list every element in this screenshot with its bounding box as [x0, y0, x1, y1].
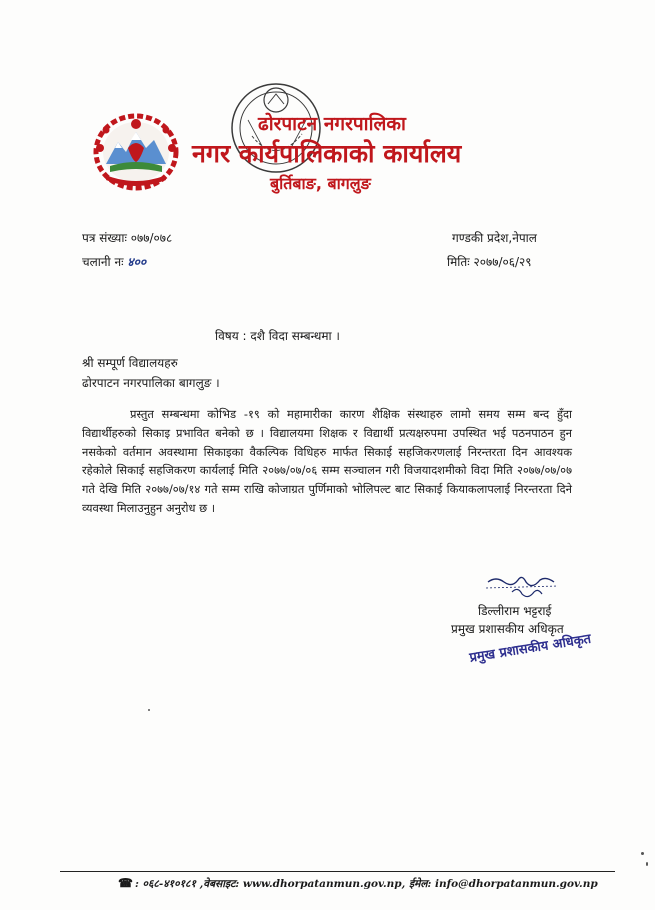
letter-date	[447, 253, 532, 270]
scan-speck	[641, 852, 644, 855]
recipient-line-2: ढोरपाटन नगरपालिका बागलुङ ।	[82, 376, 220, 390]
footer-contact-text: : ०६८-४१०१८१ ,वेबसाइट: www.dhorpatanmun.gov.np, ईमेल: info@dhorpatanmun.gov.np	[134, 878, 598, 890]
municipality-name: ढोरपाटन नगरपालिका	[258, 113, 406, 135]
footer-contact	[118, 876, 598, 891]
letter-number-label: पत्र संख्याः	[82, 231, 127, 245]
letter-number	[82, 229, 172, 246]
dispatch-number-value: ४००	[127, 255, 147, 269]
dispatch-number-label: चलानी नः	[82, 255, 124, 269]
date-label: मितिः	[447, 255, 470, 269]
province-label: गण्डकी प्रदेश,नेपाल	[452, 231, 537, 245]
office-address: बुर्तिबाङ, बागलुङ	[270, 174, 371, 193]
office-name: नगर कार्यपालिकाको कार्यालय	[192, 139, 462, 168]
recipient-line-1: श्री सम्पूर्ण विद्यालयहरु	[82, 356, 178, 370]
date-value: २०७७/०६/२९	[473, 255, 532, 269]
handwritten-signature-icon	[482, 570, 562, 606]
signatory-title: प्रमुख प्रशासकीय अधिकृत	[451, 622, 564, 636]
letter-number-value: ०७७/०७८	[130, 231, 173, 245]
telephone-icon: ☎	[118, 876, 133, 890]
footer-divider	[60, 871, 615, 872]
nepal-emblem-icon	[88, 108, 184, 194]
scan-speck	[646, 862, 648, 866]
subject-line: विषय : दशै विदा सम्बन्धमा ।	[215, 329, 340, 343]
dispatch-number	[82, 253, 146, 270]
designation-stamp: प्रमुख प्रशासकीय अधिकृत	[468, 631, 593, 666]
signatory-name: डिल्लीराम भट्टराई	[478, 604, 552, 618]
body-paragraph: प्रस्तुत सम्बन्धमा कोभिड -१९ को महामारीका कारण शैक्षिक संस्थाहरु लामो समय सम्म बन्द हुँदा विद्यार्थीहरुको सिकाइ प्रभावित बनेको छ । विद्यालयमा शिक्षक र विद्यार्थी प्रत्यक्षरुपमा उपस्थित भई पठनपाठन हुन नसकेको वर्तमान अवस्थामा सिकाइका वैकल्पिक विधिहरु मार्फत सिकाई सहजिकरणलाई निरन्तरता दिन आवश्यक रहेकोले सिकाई सहजिकरण कार्यलाई मिति २०७७/०७/०६ सम्म सञ्चालन गरी विजयादशमीको विदा मिति २०७७/०७/०७ गते देखि मिति २०७७/०७/१४ गते सम्म राखि कोजाग्रत पुर्णिमाको भोलिपल्ट बाट सिकाई कियाकलापलाई निरन्तरता दिने व्यवस्था मिलाउनुहुन अनुरोध छ ।	[82, 407, 572, 515]
scan-speck	[148, 709, 150, 711]
